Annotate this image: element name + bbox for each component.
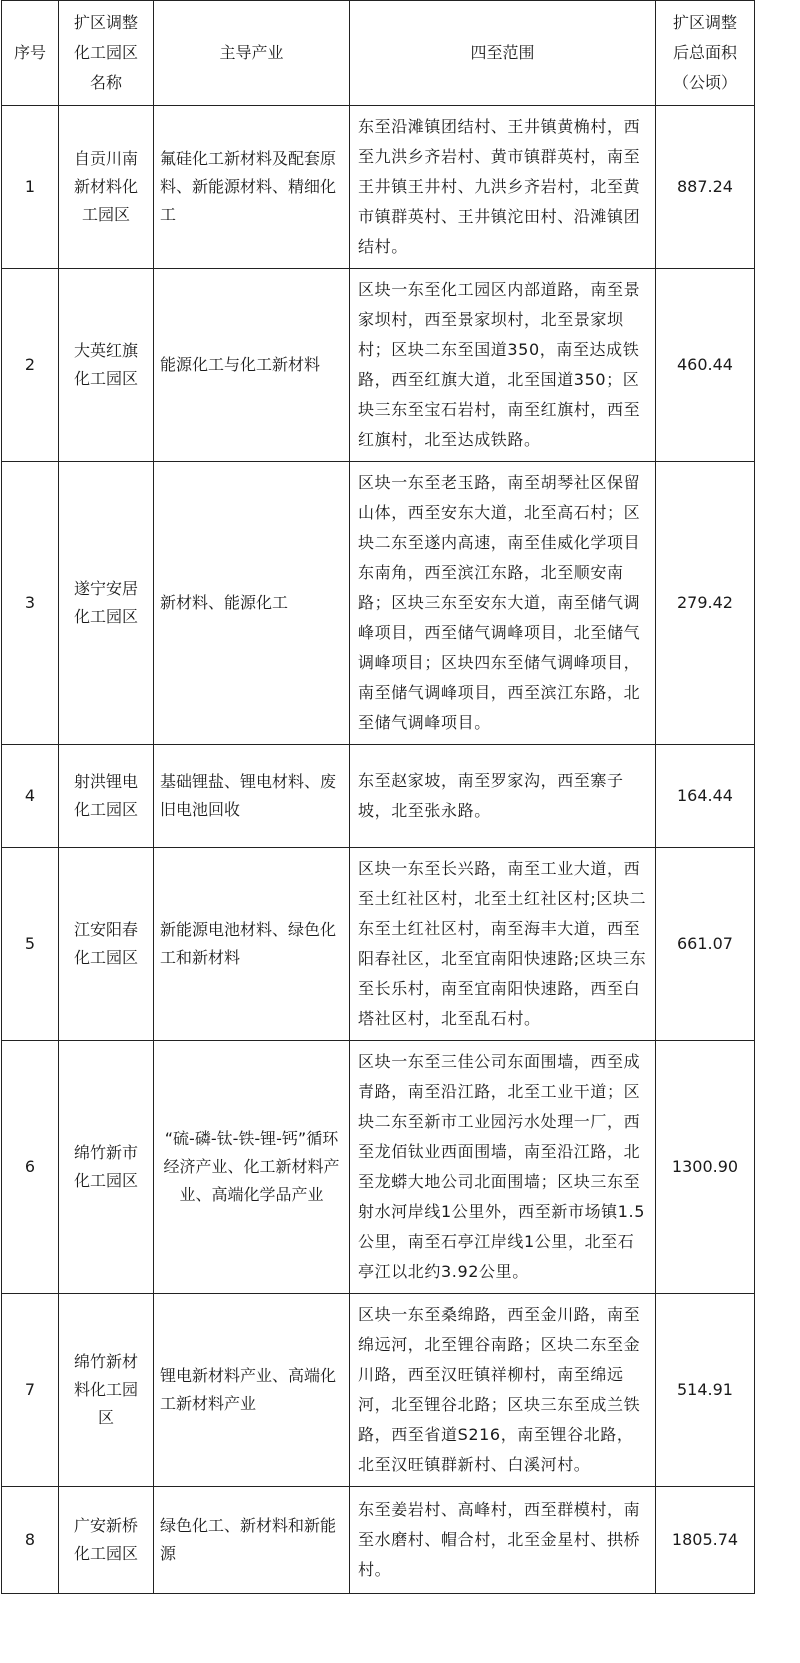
table-row bbox=[2, 848, 755, 1041]
row-range: 区块一东至老玉路，南至胡琴社区保留山体，西至安东大道，北至高石村；区块二东至遂内高速，南至佳威化学项目东南角，西至滨江东路，北至顺安南路；区块三东至安东大道，南至储气调峰项目，西至储气调峰项目，北至储气调峰项目；区块四东至储气调峰项目，南至储气调峰项目，西至滨江东路，北至储气调峰项目。 bbox=[350, 462, 656, 745]
row-name-line: 化工园区 bbox=[73, 800, 138, 819]
row-no: 5 bbox=[2, 848, 59, 1041]
row-industry: 绿色化工、新材料和新能源 bbox=[154, 1487, 350, 1594]
table-row bbox=[2, 1041, 755, 1294]
row-no: 8 bbox=[2, 1487, 59, 1594]
row-name-line: 自贡川南 bbox=[73, 149, 138, 168]
row-range: 区块一东至长兴路，南至工业大道，西至土红社区村，北至土红社区村;区块二东至土红社区村，南至海丰大道，西至阳春社区，北至宜南阳快速路;区块三东至长乐村，南至宜南阳快速路，西至白塔社区村，北至乱石村。 bbox=[350, 848, 656, 1041]
row-name-line: 遂宁安居 bbox=[73, 579, 138, 598]
row-name bbox=[59, 1041, 154, 1294]
row-name-line: 化工园区 bbox=[73, 1171, 138, 1190]
row-name-line: 大英红旗 bbox=[73, 341, 138, 360]
row-area: 1300.90 bbox=[656, 1041, 755, 1294]
row-no: 4 bbox=[2, 745, 59, 848]
row-industry: “硫-磷-钛-铁-锂-钙”循环经济产业、化工新材料产业、高端化学品产业 bbox=[154, 1041, 350, 1294]
row-name-line: 化工园区 bbox=[73, 948, 138, 967]
header-name-line: 名称 bbox=[89, 73, 122, 92]
row-industry: 新能源电池材料、绿色化工和新材料 bbox=[154, 848, 350, 1041]
header-area bbox=[656, 1, 755, 106]
row-name-line: 化工园区 bbox=[73, 607, 138, 626]
header-range: 四至范围 bbox=[350, 1, 656, 106]
row-area: 661.07 bbox=[656, 848, 755, 1041]
row-no: 6 bbox=[2, 1041, 59, 1294]
row-no: 3 bbox=[2, 462, 59, 745]
row-industry: 锂电新材料产业、高端化工新材料产业 bbox=[154, 1294, 350, 1487]
row-industry: 氟硅化工新材料及配套原料、新能源材料、精细化工 bbox=[154, 106, 350, 269]
row-name-line: 工园区 bbox=[81, 205, 130, 224]
row-area: 279.42 bbox=[656, 462, 755, 745]
row-industry: 基础锂盐、锂电材料、废旧电池回收 bbox=[154, 745, 350, 848]
row-name-line: 新材料化 bbox=[73, 177, 138, 196]
table-row bbox=[2, 1294, 755, 1487]
header-area-line: （公顷） bbox=[672, 73, 737, 92]
header-no: 序号 bbox=[2, 1, 59, 106]
row-name-line: 广安新桥 bbox=[73, 1516, 138, 1535]
park-table bbox=[1, 0, 755, 1594]
header-row bbox=[2, 1, 755, 106]
header-industry: 主导产业 bbox=[154, 1, 350, 106]
row-name-line: 料化工园 bbox=[73, 1380, 138, 1399]
row-no: 2 bbox=[2, 269, 59, 462]
row-no: 1 bbox=[2, 106, 59, 269]
row-range: 区块一东至化工园区内部道路，南至景家坝村，西至景家坝村，北至景家坝村；区块二东至国道350，南至达成铁路，西至红旗大道，北至国道350；区块三东至宝石岩村，南至红旗村，西至红旗村，北至达成铁路。 bbox=[350, 269, 656, 462]
row-area: 164.44 bbox=[656, 745, 755, 848]
row-range: 区块一东至三佳公司东面围墙，西至成青路，南至沿江路，北至工业干道；区块二东至新市工业园污水处理一厂，西至龙佰钛业西面围墙，南至沿江路，北至龙蟒大地公司北面围墙；区块三东至射水河岸线1公里外，西至新市场镇1.5公里，南至石亭江岸线1公里，北至石亭江以北约3.92公里。 bbox=[350, 1041, 656, 1294]
row-industry: 能源化工与化工新材料 bbox=[154, 269, 350, 462]
row-range: 东至姜岩村、高峰村，西至群模村，南至水磨村、帽合村，北至金星村、拱桥村。 bbox=[350, 1487, 656, 1594]
row-name-line: 射洪锂电 bbox=[73, 772, 138, 791]
row-name-line: 化工园区 bbox=[73, 369, 138, 388]
row-name bbox=[59, 1487, 154, 1594]
row-name bbox=[59, 745, 154, 848]
table-row bbox=[2, 106, 755, 269]
row-name bbox=[59, 848, 154, 1041]
row-area: 1805.74 bbox=[656, 1487, 755, 1594]
table-row bbox=[2, 269, 755, 462]
row-name bbox=[59, 462, 154, 745]
header-name bbox=[59, 1, 154, 106]
table-row bbox=[2, 462, 755, 745]
row-no: 7 bbox=[2, 1294, 59, 1487]
table-row bbox=[2, 745, 755, 848]
header-name-line: 扩区调整 bbox=[73, 13, 138, 32]
row-area: 460.44 bbox=[656, 269, 755, 462]
row-name-line: 绵竹新材 bbox=[73, 1352, 138, 1371]
row-area: 514.91 bbox=[656, 1294, 755, 1487]
header-name-line: 化工园区 bbox=[73, 43, 138, 62]
row-range: 东至沿滩镇团结村、王井镇黄桷村，西至九洪乡齐岩村、黄市镇群英村，南至王井镇王井村、九洪乡齐岩村，北至黄市镇群英村、王井镇沱田村、沿滩镇团结村。 bbox=[350, 106, 656, 269]
row-name-line: 区 bbox=[97, 1408, 114, 1427]
table-row bbox=[2, 1487, 755, 1594]
row-name bbox=[59, 106, 154, 269]
row-range: 东至赵家坡，南至罗家沟，西至寨子坡，北至张永路。 bbox=[350, 745, 656, 848]
header-area-line: 扩区调整 bbox=[672, 13, 737, 32]
row-name-line: 江安阳春 bbox=[73, 920, 138, 939]
header-area-line: 后总面积 bbox=[672, 43, 737, 62]
row-name-line: 绵竹新市 bbox=[73, 1143, 138, 1162]
row-name-line: 化工园区 bbox=[73, 1544, 138, 1563]
row-area: 887.24 bbox=[656, 106, 755, 269]
row-range: 区块一东至桑绵路，西至金川路，南至绵远河，北至锂谷南路；区块二东至金川路，西至汉旺镇祥柳村，南至绵远河，北至锂谷北路；区块三东至成兰铁路，西至省道S216，南至锂谷北路，北至汉旺镇群新村、白溪河村。 bbox=[350, 1294, 656, 1487]
row-industry: 新材料、能源化工 bbox=[154, 462, 350, 745]
row-name bbox=[59, 1294, 154, 1487]
row-name bbox=[59, 269, 154, 462]
